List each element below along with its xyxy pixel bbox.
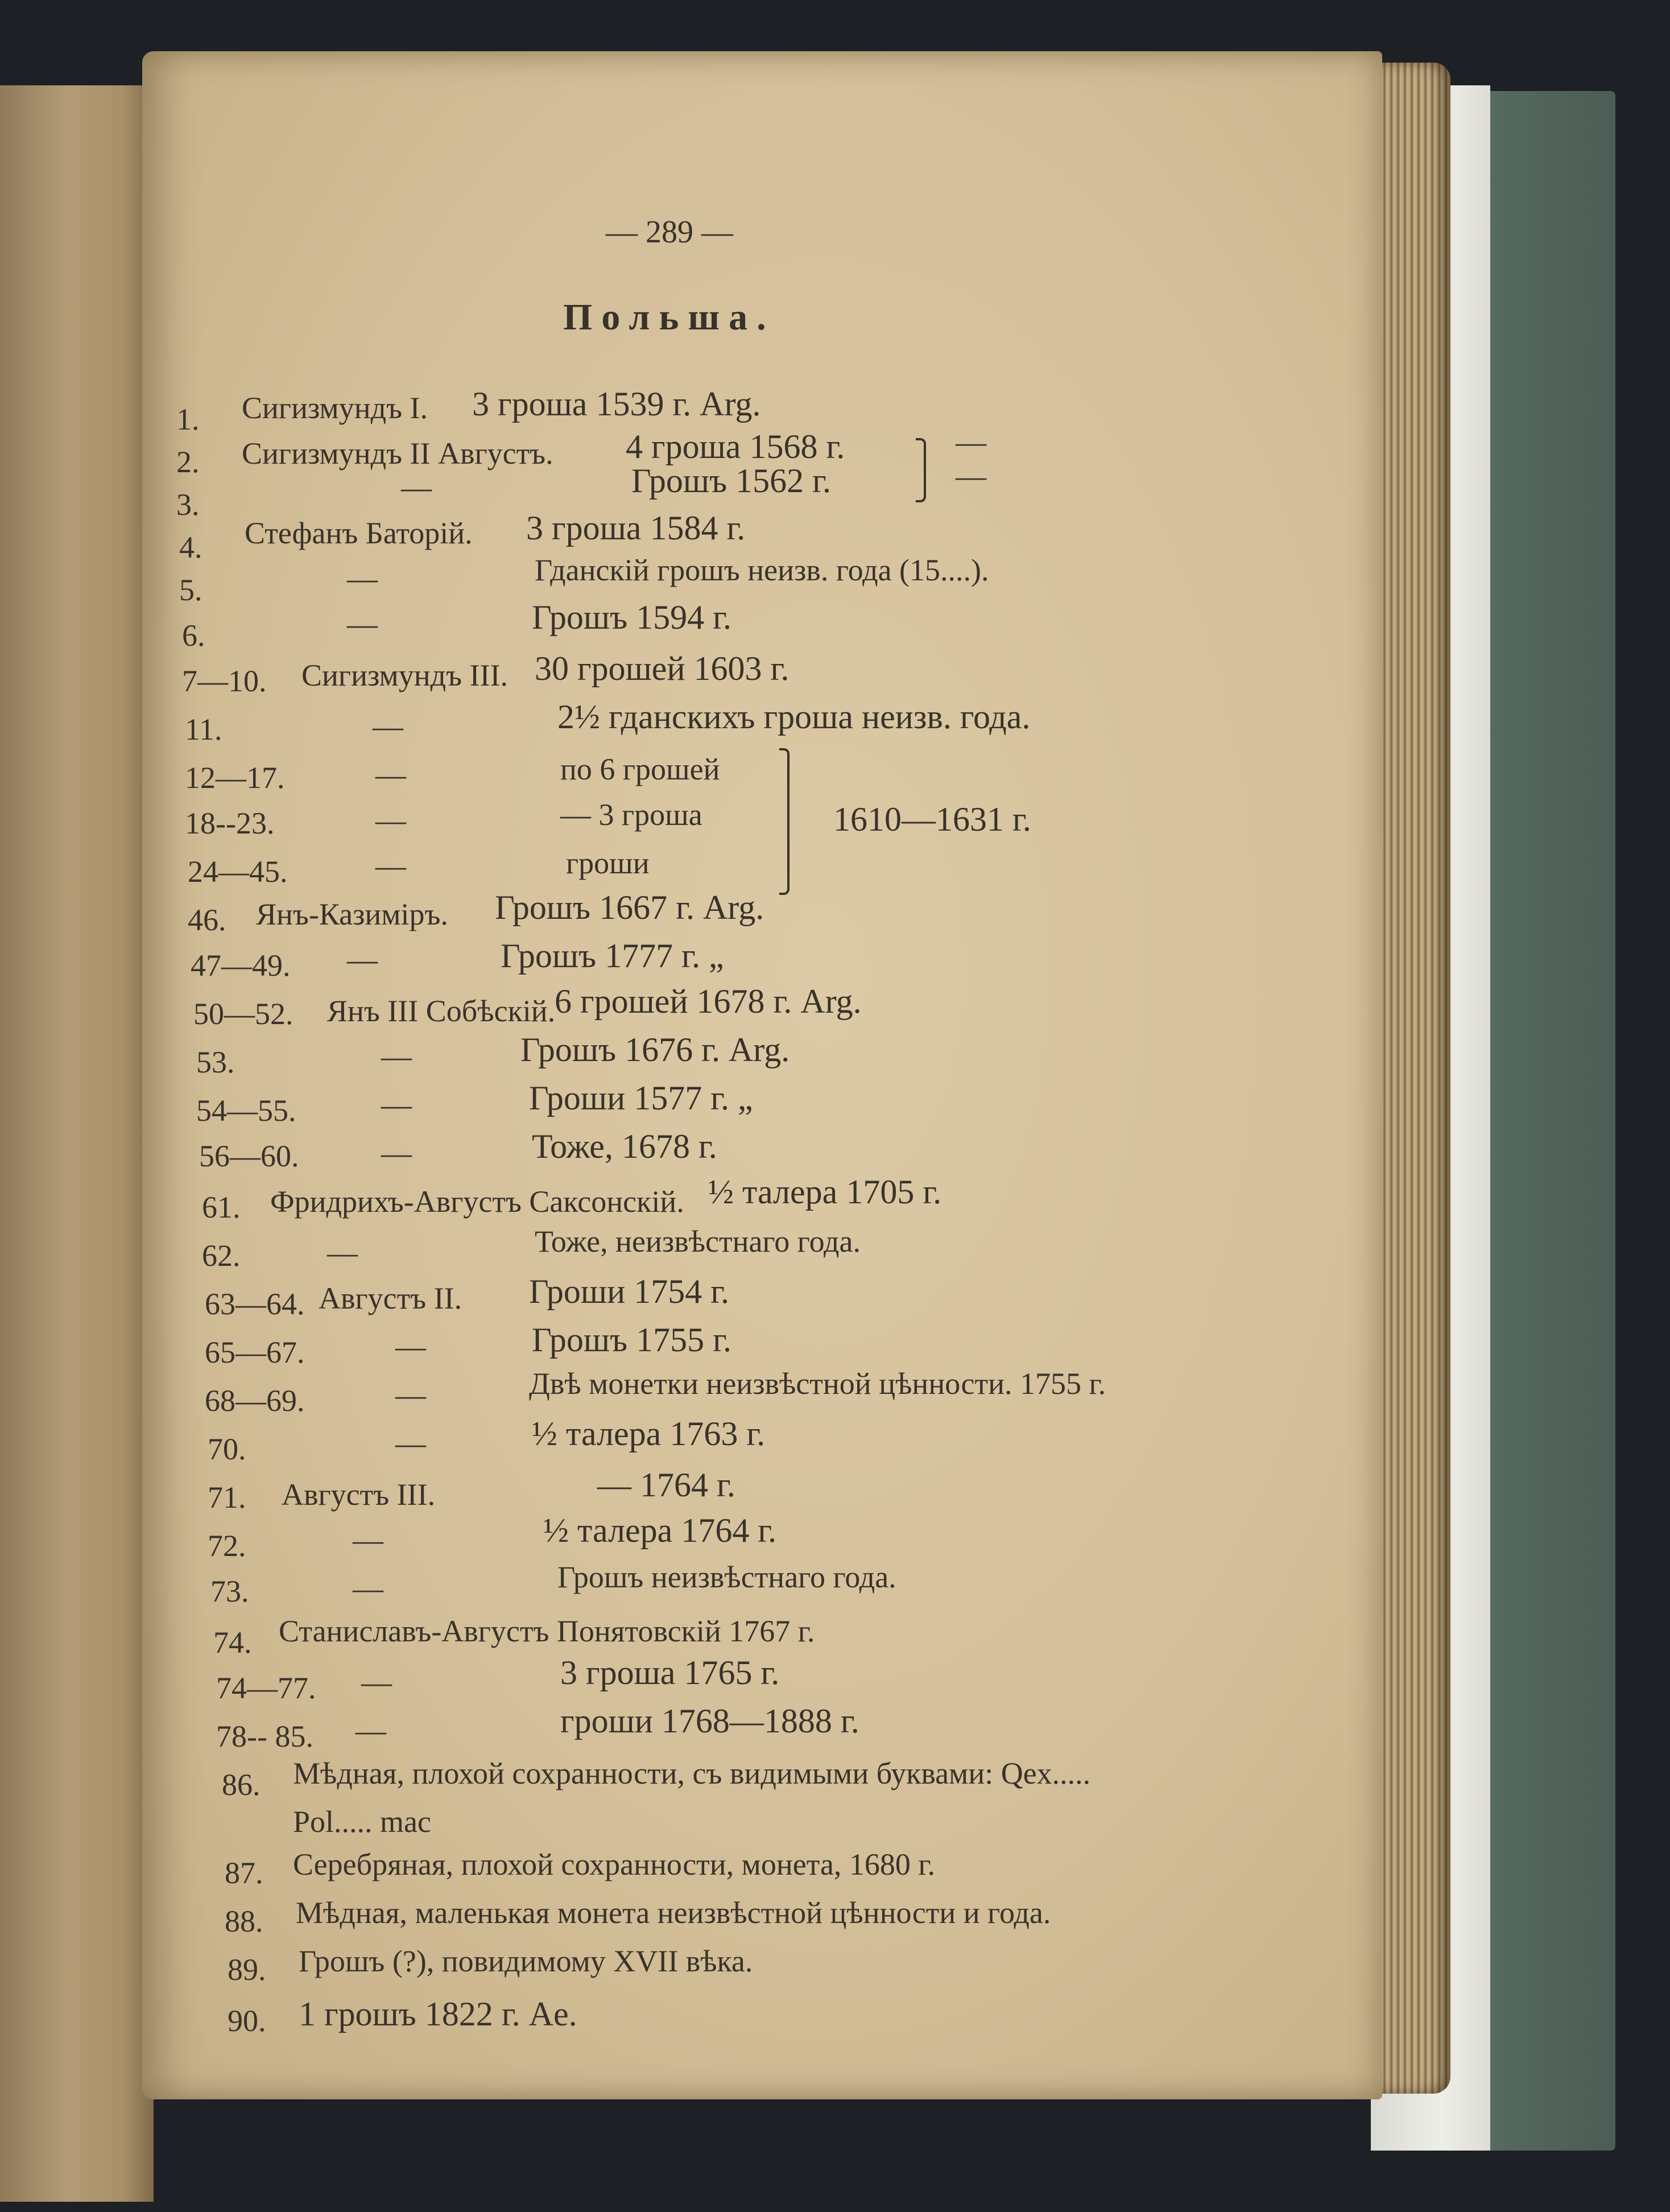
- entry-ditto: —: [395, 1330, 426, 1364]
- entry-description: 2½ гданскихъ гроша неизв. года.: [557, 698, 1031, 736]
- entry-number: 72.: [208, 1529, 246, 1563]
- entry-description: ½ талера 1705 г.: [708, 1173, 942, 1211]
- entry-description: по 6 грошей: [560, 752, 720, 786]
- entry-number: 18--23.: [185, 806, 275, 840]
- entry-number: 68—69.: [205, 1384, 305, 1418]
- entry-number: 12—17.: [185, 761, 285, 795]
- entry-ruler: Сигизмундъ I.: [242, 391, 428, 425]
- entry-ruler: Фридрихъ-Августъ Саксонскій.: [270, 1185, 684, 1219]
- entry-description: Грошъ 1562 г.: [631, 462, 831, 500]
- entry-number: 86.: [222, 1768, 261, 1802]
- entry-number: 65—67.: [205, 1335, 305, 1369]
- entry-ditto: —: [327, 1236, 358, 1270]
- group-brace: [779, 748, 789, 895]
- entry-number: 56—60.: [199, 1139, 299, 1173]
- entry-number: 61.: [202, 1190, 241, 1224]
- entry-ditto: —: [375, 758, 406, 792]
- entry-ruler: Сигизмундъ III.: [301, 658, 508, 692]
- entry-ruler: Стефанъ Баторій.: [245, 516, 473, 550]
- entry-description: Гроши 1577 г. „: [529, 1079, 753, 1117]
- entry-description: 4 гроша 1568 г.: [626, 428, 845, 465]
- entry-number: 53.: [196, 1045, 235, 1079]
- entry-number: 70.: [208, 1432, 246, 1466]
- entry-description: гроши: [566, 846, 650, 880]
- entry-number: 73.: [210, 1574, 249, 1608]
- entry-number: 4.: [179, 530, 202, 564]
- entry-ditto: —: [395, 1378, 426, 1412]
- entry-description: Грошъ неизвѣстнаго года.: [557, 1560, 896, 1594]
- entry-number: 24—45.: [188, 855, 288, 889]
- entry-text: 1 грошъ 1822 г. Ae.: [299, 1995, 577, 2033]
- entry-number: 89.: [228, 1953, 266, 1987]
- entry-text-continuation: Pol..... mac: [293, 1805, 431, 1839]
- entry-ditto: —: [395, 1426, 426, 1460]
- entry-number: 5.: [179, 573, 202, 607]
- entry-description: ½ талера 1764 г.: [543, 1512, 777, 1549]
- entry-ditto: —: [401, 471, 432, 505]
- entry-ruler: Янъ III Собѣскій.: [327, 994, 556, 1028]
- entry-ruler: Августъ II.: [319, 1281, 462, 1315]
- entry-number: 7—10.: [182, 664, 267, 698]
- entry-description: — 3 гроша: [560, 798, 702, 832]
- entry-ditto: —: [381, 1088, 412, 1122]
- left-page-edge: [0, 85, 154, 2202]
- entry-ditto: —: [361, 1665, 392, 1699]
- brace-group-date: 1610—1631 г.: [833, 800, 1031, 838]
- entry-ditto: —: [353, 1571, 383, 1606]
- entry-description: 3 гроша 1765 г.: [560, 1654, 780, 1691]
- small-brace-dash: —: [956, 459, 986, 493]
- entry-number: 87.: [225, 1856, 263, 1890]
- entry-ruler: Янъ-Казиміръ.: [256, 897, 448, 931]
- entry-number: 88.: [225, 1904, 263, 1938]
- entry-description: Грошъ 1777 г. „: [501, 937, 724, 975]
- entry-description: — 1764 г.: [597, 1466, 735, 1504]
- entry-ruler: Августъ III.: [282, 1478, 436, 1512]
- entry-ditto: —: [353, 1523, 383, 1557]
- entry-text: Мѣдная, плохой сохранности, съ видимыми буквами: Qex.....: [293, 1756, 1091, 1790]
- entry-description: 3 гроша 1584 г.: [526, 509, 746, 547]
- entry-number: 54—55.: [196, 1093, 296, 1128]
- small-brace-dash: —: [956, 425, 986, 459]
- entry-description: 6 грошей 1678 г. Arg.: [555, 983, 862, 1020]
- entry-ditto: —: [347, 607, 378, 641]
- entry-number: 90.: [228, 2004, 266, 2038]
- entry-number: 3.: [176, 488, 200, 522]
- entry-text: Серебряная, плохой сохранности, монета, 1680 г.: [293, 1847, 935, 1881]
- entry-number: 62.: [202, 1239, 241, 1273]
- entry-number: 78-- 85.: [216, 1719, 313, 1753]
- entry-description: Грошъ 1594 г.: [532, 599, 731, 636]
- entry-ruler: Станиславъ-Августъ Понятовскій 1767 г.: [279, 1614, 815, 1648]
- entry-description: гроши 1768—1888 г.: [560, 1702, 859, 1740]
- entry-description: Грошъ 1755 г.: [532, 1321, 731, 1359]
- entry-ditto: —: [373, 709, 403, 744]
- entry-description: Тоже, неизвѣстнаго года.: [535, 1224, 861, 1258]
- entry-number: 11.: [185, 712, 222, 746]
- entry-number: 74—77.: [216, 1671, 316, 1705]
- page-number: — 289 —: [606, 214, 733, 250]
- book-page: [142, 51, 1382, 2099]
- entry-description: 3 гроша 1539 г. Arg.: [472, 385, 761, 423]
- entry-text: Грошъ (?), повидимому XVII вѣка.: [299, 1944, 753, 1978]
- entry-description: ½ талера 1763 г.: [532, 1415, 766, 1452]
- entry-ditto: —: [347, 562, 378, 596]
- entry-description: 30 грошей 1603 г.: [535, 650, 789, 687]
- entry-number: 46.: [188, 903, 226, 937]
- entry-ditto: —: [381, 1039, 412, 1074]
- entry-number: 1.: [176, 402, 200, 436]
- entry-ditto: —: [347, 943, 378, 977]
- entry-number: 50—52.: [193, 997, 294, 1031]
- entry-ditto: —: [356, 1714, 386, 1748]
- entry-text: Мѣдная, маленькая монета неизвѣстной цѣнности и года.: [296, 1896, 1051, 1930]
- page-title: Польша.: [563, 296, 775, 338]
- entry-number: 71.: [208, 1480, 246, 1514]
- entry-number: 6.: [182, 618, 205, 653]
- entry-description: Гроши 1754 г.: [529, 1273, 730, 1310]
- entry-ditto: —: [375, 803, 406, 837]
- entry-ditto: —: [375, 849, 406, 883]
- entry-number: 63—64.: [205, 1287, 305, 1321]
- entry-number: 47—49.: [191, 948, 291, 983]
- small-brace: [916, 438, 926, 502]
- entry-description: Тоже, 1678 г.: [532, 1128, 717, 1165]
- entry-number: 2.: [176, 445, 200, 479]
- entry-description: Двѣ монетки неизвѣстной цѣнности. 1755 г.: [529, 1367, 1106, 1401]
- entry-ruler: Сигизмундъ II Августъ.: [242, 436, 553, 471]
- entry-ditto: —: [381, 1136, 412, 1170]
- entry-description: Гданскій грошъ неизв. года (15....).: [535, 553, 989, 587]
- entry-description: Грошъ 1676 г. Arg.: [520, 1031, 790, 1068]
- entry-description: Грошъ 1667 г. Arg.: [495, 889, 764, 926]
- entry-number: 74.: [213, 1625, 252, 1660]
